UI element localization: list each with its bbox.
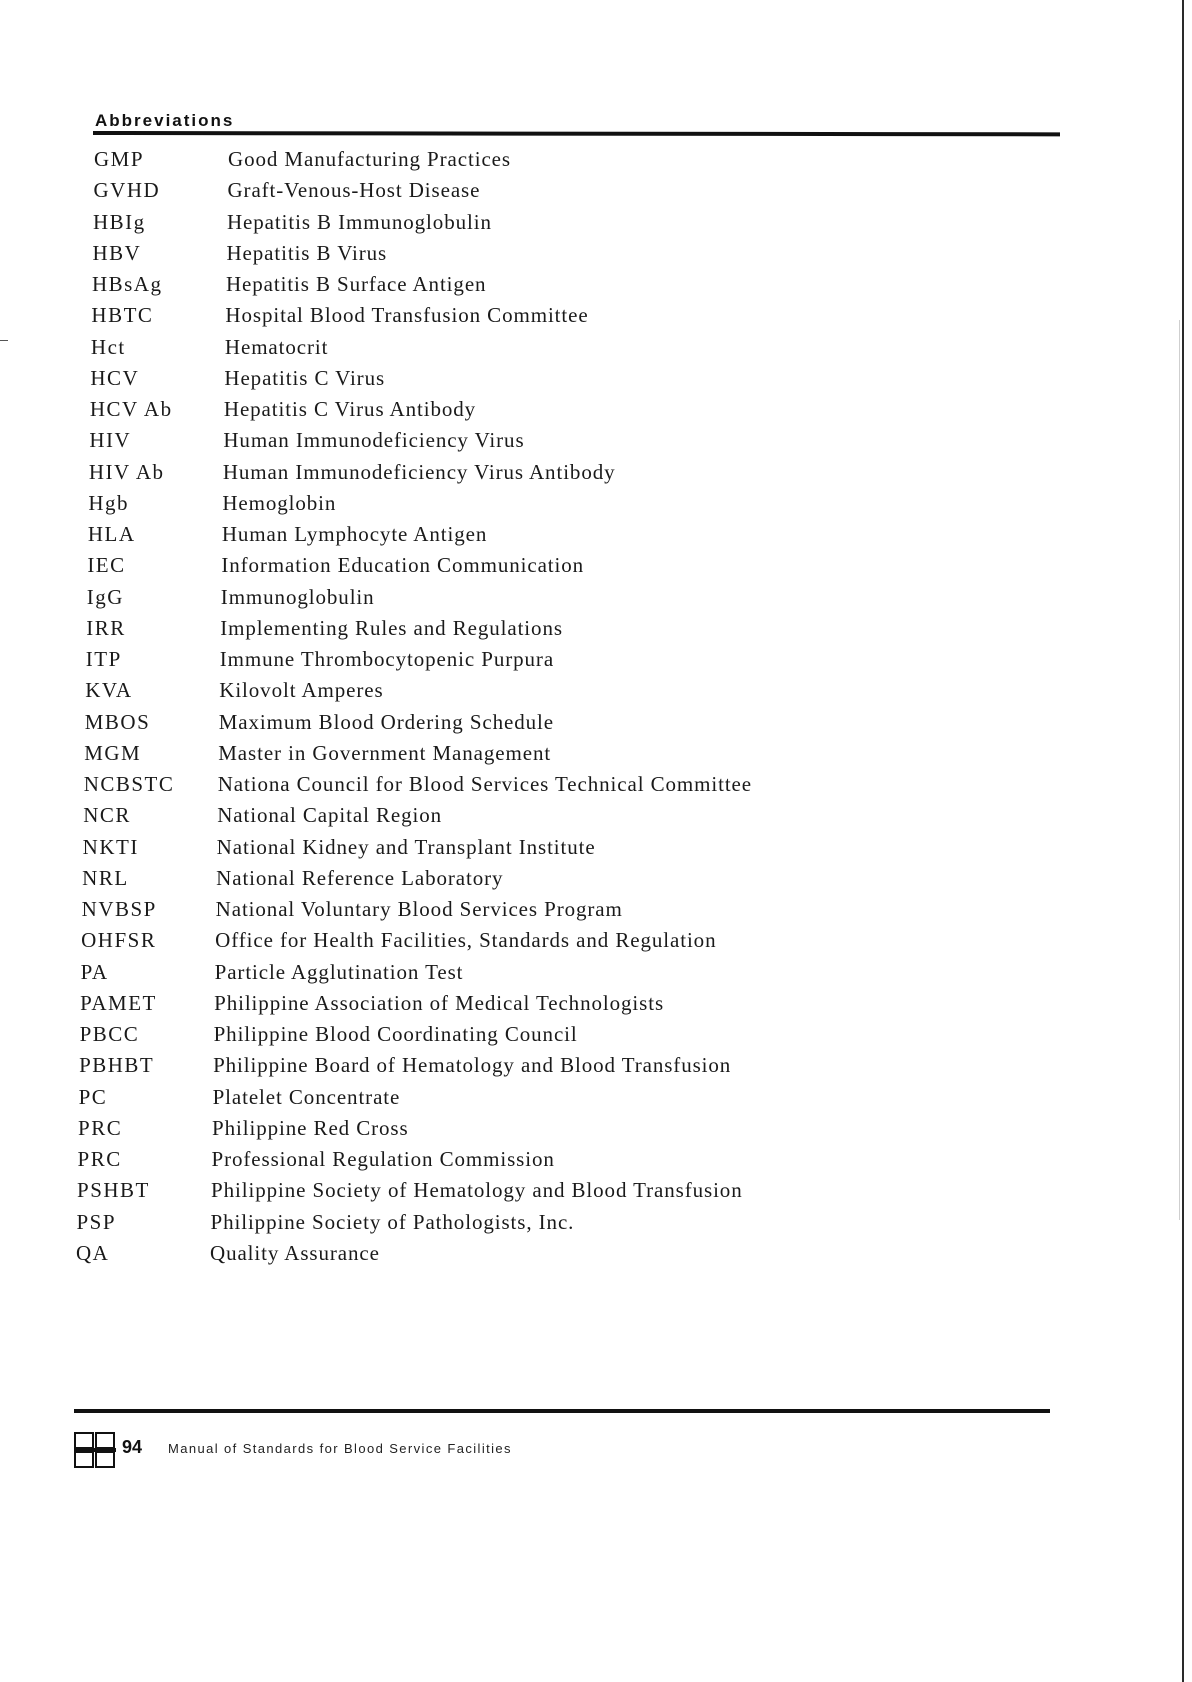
abbreviation-definition: Philippine Red Cross: [212, 1115, 409, 1140]
abbreviation-definition: Quality Assurance: [210, 1241, 380, 1265]
abbreviation-term: PAMET: [80, 990, 157, 1015]
abbreviation-term: Hct: [90, 334, 126, 359]
abbreviation-term: QA: [76, 1241, 110, 1265]
abbreviation-term: PRC: [78, 1115, 123, 1140]
abbreviation-row: [77, 1174, 1050, 1206]
footer-title: Manual of Standards for Blood Service Facilities: [168, 1441, 512, 1456]
abbreviation-term: NCBSTC: [83, 772, 175, 797]
abbreviation-row: [89, 456, 1050, 488]
abbreviation-definition: Graft-Venous-Host Disease: [227, 178, 481, 203]
abbreviation-definition: Hematocrit: [224, 334, 329, 359]
abbreviation-definition: Philippine Society of Pathologists, Inc.: [210, 1209, 575, 1234]
abbreviation-definition: Information Education Communication: [221, 553, 585, 578]
abbreviation-term: PBCC: [79, 1022, 140, 1047]
abbreviation-term: HBV: [92, 240, 142, 265]
abbreviation-term: NCR: [83, 803, 131, 828]
abbreviation-row: [77, 1206, 1050, 1238]
abbreviation-definition: Platelet Concentrate: [212, 1084, 401, 1109]
abbreviation-row: [91, 331, 1050, 363]
abbreviation-definition: National Voluntary Blood Services Program: [215, 897, 623, 922]
abbreviation-definition: National Reference Laboratory: [216, 865, 504, 890]
abbreviation-row: [80, 1018, 1050, 1050]
manual-logo-icon: [74, 1432, 116, 1468]
abbreviation-term: IgG: [86, 584, 124, 609]
abbreviation-term: MBOS: [84, 709, 151, 734]
abbreviation-row: [87, 581, 1050, 613]
abbreviation-row: [88, 487, 1050, 519]
abbreviation-term: HCV Ab: [89, 397, 173, 422]
abbreviation-definition: Implementing Rules and Regulations: [220, 615, 563, 640]
abbreviation-term: HBIg: [92, 209, 146, 234]
abbreviation-definition: Professional Regulation Commission: [211, 1147, 555, 1172]
abbreviation-term: PRC: [77, 1147, 122, 1172]
abbreviation-definition: Kilovolt Amperes: [219, 678, 384, 703]
abbreviation-definition: National Capital Region: [217, 803, 443, 828]
abbreviation-row: [79, 1081, 1050, 1113]
abbreviation-term: PSHBT: [77, 1178, 150, 1203]
abbreviation-row: [78, 1112, 1050, 1144]
abbreviation-row: [76, 1237, 1050, 1269]
abbreviation-definition: Hepatitis C Virus Antibody: [223, 397, 477, 422]
abbreviation-definition: Human Immunodeficiency Virus: [223, 428, 525, 453]
abbreviation-definition: Particle Agglutination Test: [214, 959, 464, 984]
abbreviation-term: HBsAg: [91, 272, 163, 297]
abbreviation-definition: Philippine Association of Medical Technologists: [214, 990, 665, 1015]
abbreviation-term: ITP: [85, 647, 122, 672]
abbreviation-row: [81, 956, 1050, 988]
abbreviation-definition: Human Lymphocyte Antigen: [221, 522, 488, 547]
abbreviation-definition: Hepatitis B Virus: [226, 240, 388, 265]
abbreviation-row: [82, 862, 1050, 894]
abbreviation-definition: Maximum Blood Ordering Schedule: [218, 709, 555, 734]
abbreviation-term: PA: [80, 959, 109, 984]
abbreviation-row: [84, 768, 1050, 800]
abbreviation-term: HBTC: [91, 303, 154, 328]
abbreviation-definition: Office for Health Facilities, Standards and Regulation: [215, 928, 717, 953]
abbreviation-term: OHFSR: [81, 928, 157, 953]
abbreviation-definition: Hepatitis C Virus: [224, 365, 386, 390]
abbreviation-row: [89, 424, 1050, 456]
abbreviation-term: GVHD: [93, 178, 161, 203]
abbreviation-row: [78, 1143, 1050, 1175]
abbreviation-row: [83, 799, 1050, 831]
abbreviation-definition: Immunoglobulin: [220, 584, 375, 609]
abbreviation-row: [90, 362, 1050, 394]
abbreviation-term: HIV: [89, 428, 132, 453]
abbreviation-row: [87, 549, 1050, 581]
abbreviation-definition: Philippine Society of Hematology and Blood Transfusion: [211, 1178, 743, 1203]
abbreviation-row: [91, 299, 1050, 331]
abbreviation-term: HIV Ab: [88, 459, 165, 484]
abbreviation-term: HLA: [87, 522, 136, 547]
abbreviation-row: [86, 612, 1050, 644]
abbreviation-definition: Master in Government Management: [218, 740, 552, 765]
abbreviation-row: [81, 924, 1050, 956]
abbreviation-definition: Hemoglobin: [222, 490, 337, 515]
abbreviation-term: Hgb: [88, 490, 129, 515]
abbreviation-definition: Immune Thrombocytopenic Purpura: [219, 647, 555, 672]
abbreviation-row: [84, 737, 1050, 769]
abbreviation-term: NRL: [82, 865, 129, 890]
abbreviation-row: [79, 1049, 1050, 1081]
abbreviation-row: [80, 987, 1050, 1019]
abbreviation-row: [93, 174, 1050, 206]
abbreviation-definition: Hepatitis B Immunoglobulin: [226, 209, 492, 234]
abbreviation-definition: Philippine Blood Coordinating Council: [213, 1022, 578, 1047]
abbreviation-definition: Good Manufacturing Practices: [228, 147, 511, 171]
abbreviation-definition: Human Immunodeficiency Virus Antibody: [222, 459, 616, 484]
abbreviation-row: [88, 518, 1050, 550]
abbreviation-term: NVBSP: [81, 897, 157, 922]
abbreviation-term: PC: [78, 1084, 108, 1109]
abbreviation-term: MGM: [84, 740, 142, 765]
abbreviation-term: PBHBT: [79, 1053, 155, 1078]
abbreviation-definition: National Kidney and Transplant Institute: [216, 834, 596, 859]
abbreviation-term: IEC: [87, 553, 126, 578]
footer-rule: [74, 1409, 1050, 1413]
abbreviation-term: PSP: [76, 1209, 117, 1234]
abbreviation-definition: Hepatitis B Surface Antigen: [225, 272, 487, 297]
abbreviation-row: [86, 643, 1050, 675]
abbreviation-definition: Philippine Board of Hematology and Blood Transfusion: [213, 1053, 732, 1078]
abbreviation-row: [94, 143, 1050, 175]
page-number: 94: [122, 1437, 143, 1457]
abbreviation-definition: Nationa Council for Blood Services Technical Committee: [217, 772, 752, 797]
section-title: Abbreviations: [95, 111, 235, 130]
abbreviation-term: NKTI: [82, 834, 139, 859]
abbreviation-row: [85, 674, 1050, 706]
abbreviation-term: HCV: [90, 365, 140, 390]
abbreviation-term: KVA: [85, 678, 133, 703]
abbreviation-definition: Hospital Blood Transfusion Committee: [225, 303, 589, 328]
abbreviation-row: [93, 206, 1050, 238]
abbreviation-term: IRR: [86, 615, 126, 640]
abbreviation-row: [82, 893, 1050, 925]
abbreviation-row: [83, 831, 1050, 863]
abbreviation-row: [85, 706, 1050, 738]
abbreviation-row: [92, 237, 1050, 269]
abbreviation-row: [90, 393, 1050, 425]
abbreviation-term: GMP: [94, 147, 145, 171]
abbreviation-row: [92, 268, 1050, 300]
